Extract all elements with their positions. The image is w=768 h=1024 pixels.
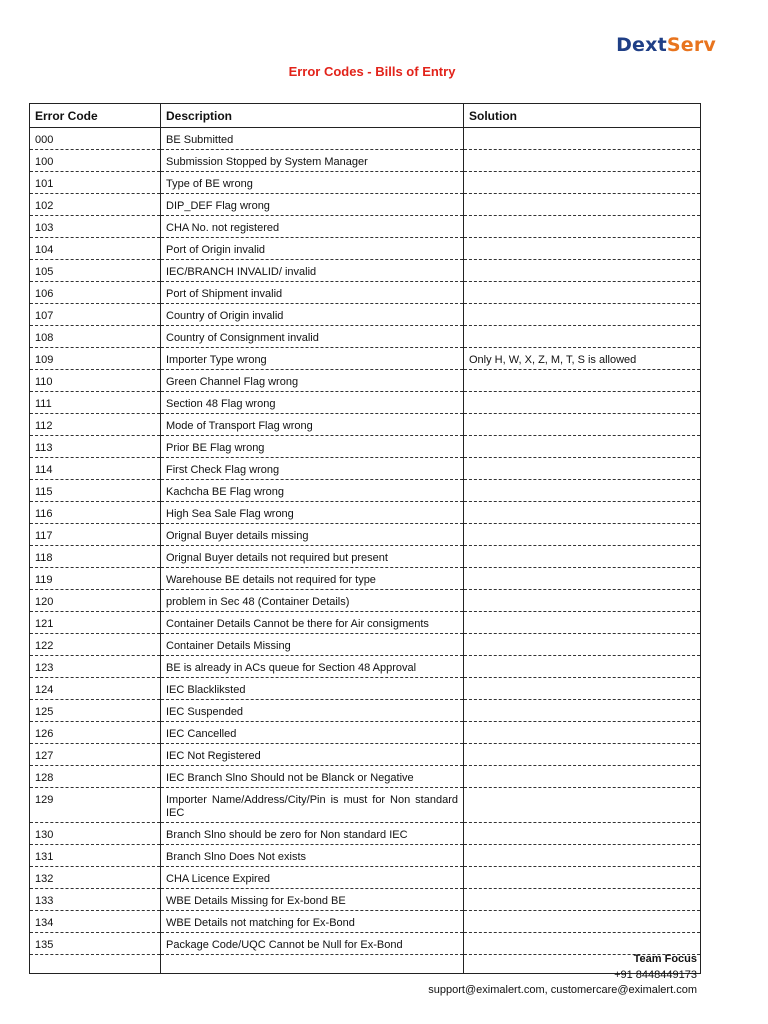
- description-cell: Warehouse BE details not required for type: [161, 568, 464, 590]
- error-code-cell: 101: [30, 172, 161, 194]
- error-code-cell: 116: [30, 502, 161, 524]
- error-code-cell: 122: [30, 634, 161, 656]
- description-cell: WBE Details not matching for Ex-Bond: [161, 911, 464, 933]
- table-row: [30, 766, 701, 788]
- error-code-cell: 121: [30, 612, 161, 634]
- table-row: [30, 678, 701, 700]
- solution-cell: [464, 436, 701, 458]
- column-header-description: Description: [161, 104, 464, 128]
- description-cell: Green Channel Flag wrong: [161, 370, 464, 392]
- error-code-cell: 103: [30, 216, 161, 238]
- description-cell: Branch Slno should be zero for Non standard IEC: [161, 823, 464, 845]
- table-row: [30, 172, 701, 194]
- description-cell: Country of Consignment invalid: [161, 326, 464, 348]
- description-cell: WBE Details Missing for Ex-bond BE: [161, 889, 464, 911]
- description-cell: BE is already in ACs queue for Section 48 Approval: [161, 656, 464, 678]
- table-row: [30, 194, 701, 216]
- description-cell: IEC/BRANCH INVALID/ invalid: [161, 260, 464, 282]
- column-header-solution: Solution: [464, 104, 701, 128]
- error-code-cell: 105: [30, 260, 161, 282]
- error-code-cell: 133: [30, 889, 161, 911]
- table-row: [30, 392, 701, 414]
- solution-cell: [464, 867, 701, 889]
- table-row: [30, 911, 701, 933]
- solution-cell: [464, 722, 701, 744]
- error-code-cell: 124: [30, 678, 161, 700]
- description-cell: Importer Type wrong: [161, 348, 464, 370]
- table-row: [30, 823, 701, 845]
- error-code-cell: 127: [30, 744, 161, 766]
- table-row: [30, 282, 701, 304]
- error-code-cell: 126: [30, 722, 161, 744]
- error-code-cell: 114: [30, 458, 161, 480]
- description-cell: IEC Not Registered: [161, 744, 464, 766]
- description-cell: Kachcha BE Flag wrong: [161, 480, 464, 502]
- error-code-cell: 100: [30, 150, 161, 172]
- description-cell: DIP_DEF Flag wrong: [161, 194, 464, 216]
- description-cell: problem in Sec 48 (Container Details): [161, 590, 464, 612]
- solution-cell: [464, 568, 701, 590]
- error-code-cell: 107: [30, 304, 161, 326]
- solution-cell: [464, 370, 701, 392]
- error-code-cell: 128: [30, 766, 161, 788]
- solution-cell: [464, 128, 701, 150]
- description-cell: Importer Name/Address/City/Pin is must for Non standard IEC: [161, 788, 464, 823]
- column-header-error-code: Error Code: [30, 104, 161, 128]
- error-code-cell: 108: [30, 326, 161, 348]
- description-cell: BE Submitted: [161, 128, 464, 150]
- error-code-cell: 129: [30, 788, 161, 823]
- solution-cell: [464, 590, 701, 612]
- solution-cell: [464, 216, 701, 238]
- solution-cell: [464, 823, 701, 845]
- error-code-cell: 125: [30, 700, 161, 722]
- solution-cell: [464, 238, 701, 260]
- table-row: [30, 546, 701, 568]
- error-code-cell: 123: [30, 656, 161, 678]
- solution-cell: [464, 845, 701, 867]
- error-code-cell: 113: [30, 436, 161, 458]
- error-code-cell: 106: [30, 282, 161, 304]
- footer-contact: [428, 952, 697, 999]
- solution-cell: [464, 414, 701, 436]
- error-code-cell: 131: [30, 845, 161, 867]
- table-row: [30, 216, 701, 238]
- error-code-cell: 120: [30, 590, 161, 612]
- team-name: Team Focus: [633, 953, 697, 965]
- error-code-cell: 115: [30, 480, 161, 502]
- error-code-cell: 118: [30, 546, 161, 568]
- table-row: [30, 700, 701, 722]
- table-row: [30, 502, 701, 524]
- table-row: [30, 238, 701, 260]
- table-row: [30, 788, 701, 823]
- solution-cell: [464, 392, 701, 414]
- description-cell: Prior BE Flag wrong: [161, 436, 464, 458]
- solution-cell: [464, 788, 701, 823]
- description-cell: CHA No. not registered: [161, 216, 464, 238]
- description-cell: Mode of Transport Flag wrong: [161, 414, 464, 436]
- solution-cell: [464, 744, 701, 766]
- solution-cell: [464, 612, 701, 634]
- table-row: [30, 634, 701, 656]
- description-cell: Submission Stopped by System Manager: [161, 150, 464, 172]
- page-title: Error Codes - Bills of Entry: [288, 64, 456, 79]
- solution-cell: [464, 889, 701, 911]
- solution-cell: Only H, W, X, Z, M, T, S is allowed: [464, 348, 701, 370]
- table-row: [30, 370, 701, 392]
- error-code-cell: 134: [30, 911, 161, 933]
- table-row: [30, 845, 701, 867]
- error-code-cell: 132: [30, 867, 161, 889]
- error-code-cell: 109: [30, 348, 161, 370]
- table-row: [30, 656, 701, 678]
- table-row: [30, 568, 701, 590]
- error-code-cell: 111: [30, 392, 161, 414]
- table-row: [30, 150, 701, 172]
- description-cell: Branch Slno Does Not exists: [161, 845, 464, 867]
- description-cell: IEC Suspended: [161, 700, 464, 722]
- table-row: [30, 722, 701, 744]
- solution-cell: [464, 150, 701, 172]
- table-body: [30, 128, 701, 974]
- error-code-cell: 000: [30, 128, 161, 150]
- solution-cell: [464, 304, 701, 326]
- error-code-cell: 110: [30, 370, 161, 392]
- table-row: [30, 348, 701, 370]
- description-cell: Section 48 Flag wrong: [161, 392, 464, 414]
- error-code-cell: 135: [30, 933, 161, 955]
- error-codes-table: [29, 103, 701, 974]
- empty-cell: [161, 955, 464, 974]
- logo-part-1: Dext: [616, 34, 667, 56]
- description-cell: Orignal Buyer details missing: [161, 524, 464, 546]
- brand-logo: [616, 34, 716, 56]
- solution-cell: [464, 282, 701, 304]
- solution-cell: [464, 194, 701, 216]
- empty-cell: [30, 955, 161, 974]
- description-cell: Orignal Buyer details not required but present: [161, 546, 464, 568]
- table-row: [30, 612, 701, 634]
- table-row: [30, 326, 701, 348]
- solution-cell: [464, 480, 701, 502]
- table-header-row: [30, 104, 701, 128]
- description-cell: High Sea Sale Flag wrong: [161, 502, 464, 524]
- solution-cell: [464, 634, 701, 656]
- solution-cell: [464, 260, 701, 282]
- table-row: [30, 260, 701, 282]
- solution-cell: [464, 678, 701, 700]
- error-code-cell: 130: [30, 823, 161, 845]
- table-row: [30, 304, 701, 326]
- solution-cell: [464, 326, 701, 348]
- error-code-cell: 117: [30, 524, 161, 546]
- table-row: [30, 744, 701, 766]
- description-cell: CHA Licence Expired: [161, 867, 464, 889]
- description-cell: Port of Shipment invalid: [161, 282, 464, 304]
- table-row: [30, 524, 701, 546]
- description-cell: Package Code/UQC Cannot be Null for Ex-Bond: [161, 933, 464, 955]
- description-cell: Port of Origin invalid: [161, 238, 464, 260]
- logo-part-2: Serv: [666, 34, 716, 56]
- solution-cell: [464, 911, 701, 933]
- solution-cell: [464, 458, 701, 480]
- solution-cell: [464, 766, 701, 788]
- description-cell: Container Details Cannot be there for Air consigments: [161, 612, 464, 634]
- description-cell: Container Details Missing: [161, 634, 464, 656]
- solution-cell: [464, 656, 701, 678]
- description-cell: IEC Cancelled: [161, 722, 464, 744]
- solution-cell: [464, 700, 701, 722]
- table-row: [30, 480, 701, 502]
- description-cell: Country of Origin invalid: [161, 304, 464, 326]
- error-code-cell: 102: [30, 194, 161, 216]
- table-row: [30, 128, 701, 150]
- description-cell: IEC Blackliksted: [161, 678, 464, 700]
- contact-emails: support@eximalert.com, customercare@eximalert.com: [428, 984, 697, 996]
- table-row: [30, 458, 701, 480]
- table-row: [30, 590, 701, 612]
- solution-cell: [464, 524, 701, 546]
- error-code-cell: 119: [30, 568, 161, 590]
- solution-cell: [464, 172, 701, 194]
- error-code-cell: 104: [30, 238, 161, 260]
- solution-cell: [464, 546, 701, 568]
- table-row: [30, 867, 701, 889]
- solution-cell: [464, 502, 701, 524]
- table-row: [30, 889, 701, 911]
- error-code-cell: 112: [30, 414, 161, 436]
- description-cell: IEC Branch Slno Should not be Blanck or Negative: [161, 766, 464, 788]
- table-row: [30, 436, 701, 458]
- phone-number: +91 8448449173: [614, 968, 697, 981]
- description-cell: Type of BE wrong: [161, 172, 464, 194]
- description-cell: First Check Flag wrong: [161, 458, 464, 480]
- table-row: [30, 414, 701, 436]
